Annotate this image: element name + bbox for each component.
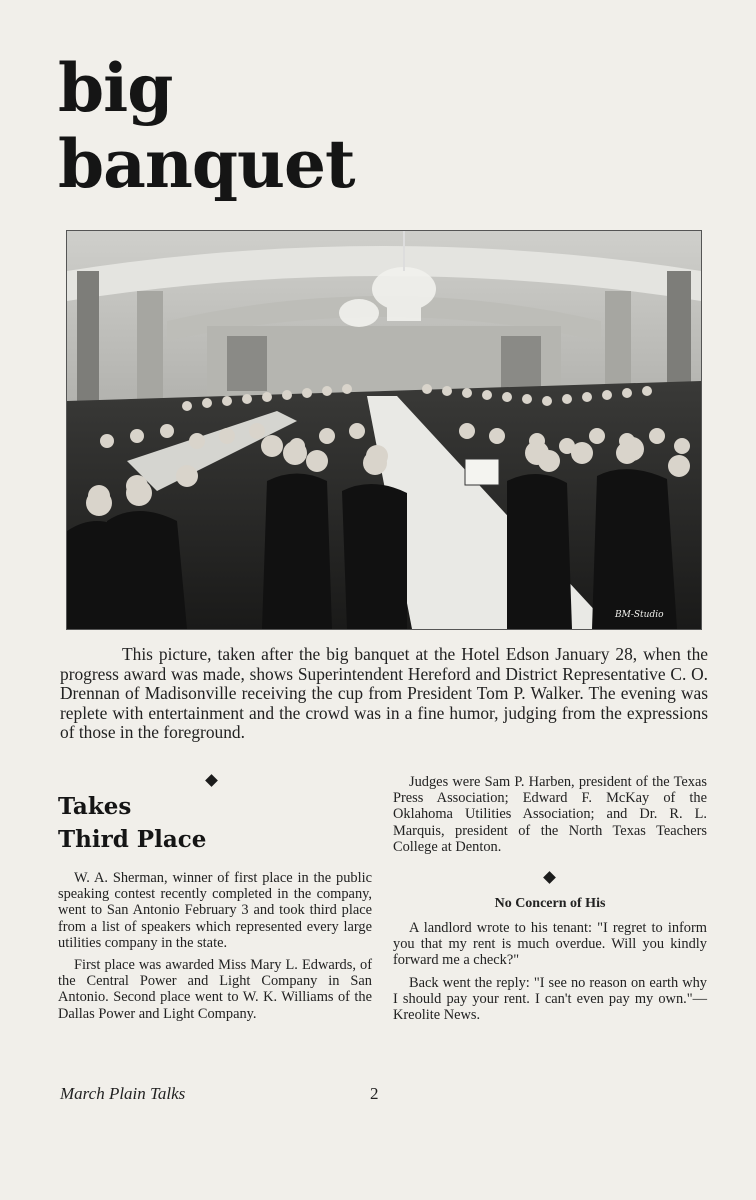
article-paragraph-2: First place was awarded Miss Mary L. Edwards, of the Central Power and Light Company in San Antonio. Second place went to W. K. Williams of the Dallas Power and Light Company. [58, 957, 372, 1022]
photo-caption: This picture, taken after the big banquet at the Hotel Edson January 28, when the progress award was made, shows Superintendent Hereford and District Representative C. O. Drennan of Madisonville receiving the cup from President Tom P. Walker. The evening was replete with entertainment and the crowd was in a fine humor, judging from the expressions of those in the foreground. [60, 644, 708, 743]
studio-mark: BM-Studio [615, 610, 664, 620]
banquet-photo [66, 230, 702, 630]
headline-line-2: banquet [58, 125, 355, 203]
joke-heading: No Concern of His [494, 896, 606, 912]
publication-name: March Plain Talks [60, 1084, 186, 1103]
headline-line-1: big [58, 49, 173, 127]
joke-paragraph-2: Back went the reply: "I see no reason on earth why I should pay your rent. I can't even pay my own."—Kreolite News. [393, 974, 707, 1024]
article-paragraph-1: W. A. Sherman, winner of first place in the public speaking contest recently completed in the company, went to San Antonio February 3 and took third place from a list of speakers which represented every large utilities company in the state. [58, 870, 372, 951]
diamond-ornament-icon [543, 871, 556, 884]
joke-paragraph-1: A landlord wrote to his tenant: "I regret to inform you that my rent is much overdue. Will you kindly forward me a check?" [393, 920, 707, 969]
diamond-ornament-icon [205, 774, 218, 787]
headline [58, 50, 355, 202]
article-heading-line-1: Takes [58, 793, 132, 820]
article-heading-line-2: Third Place [58, 826, 207, 853]
right-column [393, 774, 707, 1023]
left-column [58, 790, 372, 1022]
article-paragraph-3: Judges were Sam P. Harben, president of the Texas Press Association; Edward F. McKay of the Oklahoma Utilities Association; and Dr. R. L. Marquis, president of the North Texas Teachers College at Denton. [393, 774, 707, 855]
article-heading [58, 790, 372, 856]
page-number: 2 [370, 1084, 379, 1103]
